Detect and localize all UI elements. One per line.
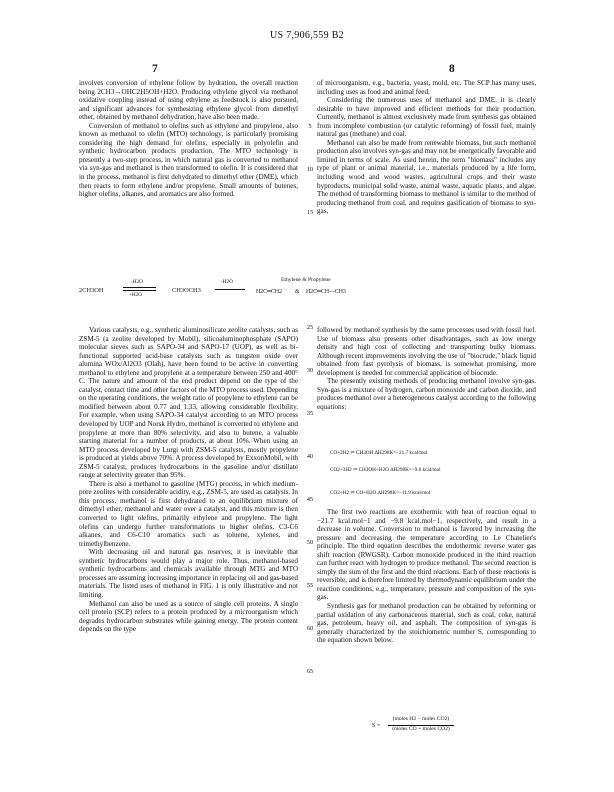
- scheme-reactant: 2CH3OH: [79, 287, 104, 294]
- page-number-left: 7: [152, 63, 158, 75]
- scheme-amp: &: [295, 289, 300, 295]
- line-number: 25: [306, 324, 314, 331]
- line-number: 5: [308, 123, 312, 130]
- formula-lhs: S =: [372, 723, 381, 729]
- paragraph: Considering the numerous uses of methanol and DME, it is clearly desirable to have improved and efficient methods for their production. Currently, methanol is almost exclusively made from synthesis gas obtained from incomplete combustion (or catalytic reforming) of fossil fuel, mainly natural gas (methane) and coal.: [317, 96, 536, 139]
- paragraph: Methanol can also be made from renewable biomass, but such methanol production also involves syn-gas and may not be energetically favorable and limited in terms of scale. As used herein, the term "biomass" includes any type of plant or animal material, i.e., materials produced by a life form, including wood and wood wastes, agricultural crops and their waste byproducts, municipal solid waste, animal waste, aquatic plants, and algae. The method of transforming biomass to methanol is similar to the method of producing methanol from coal, and requires gasification of biomass to syn-gas,: [317, 138, 536, 216]
- line-number: 45: [306, 496, 314, 503]
- line-number: 15: [306, 209, 314, 216]
- paragraph: Synthesis gas for methanol production can be obtained by reforming or partial oxidation of any carbonaceous material, such as coal, coke, natural gas, petroleum, heavy oil, and asphalt. The composition of syn-gas is generally characterized by the stoichiometric number S, corresponding to the equation shown below.: [317, 602, 536, 645]
- paragraph: With decreasing oil and natural gas reserves, it is inevitable that synthetic hydrocarbons would play a major role. Thus, methanol-based synthetic hydrocarbons and chemicals available through MTG and MTO processes are assuming increasing importance in replacing oil and gas-based materials. The listed uses of methanol in FIG. 1 is only illustrative and not limiting.: [79, 548, 298, 599]
- paragraph: Conversion of methanol to olefins such as ethylene and propylene, also known as methanol to olefin (MTO) technology, is particularly promising considering the high demand for olefins, especially in polyolefin and synthetic hydrocarbon products production. The MTO technology is presently a two-step process, in which natural gas is converted to methanol via syn-gas and methanol is then transformed to olefin. It is considered that in the process, methanol is first dehydrated to dimethyl ether (DME), which then reacts to form ethylene and/or propylene. Small amounts of butenes, higher olefins, alkanes, and aromatics are also formed.: [79, 121, 298, 199]
- equilibrium-arrow-forward: [123, 287, 156, 288]
- paragraph: The presently existing methods of producing methanol involve syn-gas. Syn-gas is a mixture of hydrogen, carbon monoxide and carbon dioxide, and produces methanol over a heterogeneous catalyst according to the following equations:: [317, 377, 536, 411]
- line-number: 50: [306, 539, 314, 546]
- equation-3: CO2+H2 ⇌ CO+H2O ΔH298K=−11.9 kcal/mol: [330, 490, 431, 496]
- line-number: 60: [306, 625, 314, 632]
- formula-denominator: (moles CO + moles CO2): [392, 726, 450, 732]
- page-number-right: 8: [449, 63, 455, 75]
- scheme-step1-top: -H2O: [131, 279, 143, 285]
- left-column-bottom: [79, 326, 298, 634]
- line-number: 35: [306, 410, 314, 417]
- scheme-intermediate: CH3OCH3: [172, 287, 201, 294]
- line-number: 10: [306, 166, 314, 173]
- line-number: 40: [306, 453, 314, 460]
- paragraph: Methanol can also be used as a source of single cell proteins. A single cell protein (SCP) refers to a protein produced by a microorganism which degrades hydrocarbon substrates while gaining energy. The protein content depends on the type: [79, 599, 298, 634]
- scheme-step1-bottom: +H2O: [129, 292, 143, 298]
- paragraph: The first two reactions are exothermic with heat of reaction equal to −21.7 kcal.mol−1 and −9.8 kcal.mol−1, respectively, and result in a decrease in volume. Conversion to methanol is favored by increasing the pressure and decreasing the temperature according to Le Chatelier's principle. The third equation describes the endothermic reverse water gas shift reaction (RWGSR). Carbon monoxide produced in the third reaction can further react with hydrogen to produce methanol. The second reaction is simply the sum of the first and the third reactions. Each of these reactions is reversible, and is therefore limited by thermodynamic equilibrium under the reaction conditions, e.g., temperature, pressure and composition of the syn-gas.: [317, 508, 536, 602]
- scheme-propylene: H2C═CH—CH3: [306, 289, 346, 295]
- paragraph: followed by methanol synthesis by the same processes used with fossil fuel. Use of biomass also presents other disadvantages, such as low energy density and high cost of collecting and transporting bulky biomass. Although recent improvements involving the use of "biocrude," black liquid obtained from fast pyrolysis of biomass, is somewhat promising, more development is needed for commercial application of biocrude.: [317, 326, 536, 377]
- right-column-top: [317, 79, 536, 216]
- right-column-bottom-a: [317, 326, 536, 411]
- scheme-ethylene: H2C═CH2: [256, 289, 283, 295]
- equilibrium-arrow-back: [123, 290, 156, 291]
- scheme-product-label: Ethylene & Propylene: [281, 277, 331, 283]
- right-column-bottom-b: [317, 508, 536, 645]
- line-number: 30: [306, 367, 314, 374]
- scheme-step2-top: -H2O: [221, 279, 233, 285]
- paragraph: Various catalysts, e.g., synthetic aluminosilicate zeolite catalysts, such as ZSM-5 (a zeolite developed by Mobil), silicoaluminophosphate (SAPO) molecular sieves such as SAPO-34 and SAPO-17 (UOP), as well as bi-functional supported acid-base catalysts such as tungsten oxide over alumina WOx/Al2O3 (Olah), have been found to be active in converting methanol to ethylene and propylene at a temperature between 250 and 400° C. The nature and amount of the end product depend on the type of the catalyst, contact time and other factors of the MTO process used. Depending on the operating conditions, the weight ratio of propylene to ethylene can be modified between about 0.77 and 1.33, allowing considerable flexibility. For example, when using SAPO-34 catalyst according to an MTO process developed by UOP and Norsk Hydro, methanol is converted to ethylene and propylene at more than 80% selectivity, and also to butene, a valuable starting material for a number of products, at about 10%. When using an MTO process developed by Lurgi with ZSM-5 catalysts, mostly propylene is produced at yields above 70%. A process developed by ExxonMobil, with ZSM-5 catalyst, produces hydrocarbons in the gasoline and/or distillate range at selectivity greater than 95%.: [79, 326, 298, 480]
- paragraph: There is also a methanol to gasoline (MTG) process, in which medium-pore zeolites with considerable acidity, e.g., ZSM-5, are used as catalysts. In this process, methanol is first dehydrated to an equilibrium mixture of dimethyl ether, methanol and water over a catalyst, and this mixture is then converted to light olefins, primarily ethylene and propylene. The light olefins can undergo further transformations to higher olefins, C3-C6 alkanes, and C6-C10 aromatics such as toluene, xylenes, and trimethylbenzene.: [79, 479, 298, 548]
- equation-2: CO2+3H2 ⇌ CH3OH+H2O ΔH298K=−9.8 kcal/mol: [330, 467, 441, 473]
- paragraph: of microorganism, e.g., bacteria, yeast, mold, etc. The SCP has many uses, including uses as food and animal feed.: [317, 79, 536, 96]
- reaction-arrow: [215, 289, 245, 290]
- line-number: 55: [306, 582, 314, 589]
- line-number: 65: [306, 668, 314, 675]
- formula-numerator: (moles H2 − moles CO2): [392, 716, 450, 722]
- left-column-top: [79, 79, 298, 199]
- equation-1: CO+2H2 ⇌ CH3OH ΔH298K=−21.7 kcal/mol: [330, 450, 428, 456]
- paragraph: involves conversion of ethylene follow by hydration, the overall reaction being 2CH3→OHC2H5OH+H2O. Producing ethylene glycol via methanol oxidative coupling instead of using ethylene as feedstock is also pursued, and significant advances for synthesizing ethylene glycol from dimethyl ether, obtained by methanol dehydration, have also been made.: [79, 79, 298, 122]
- patent-number: US 7,906,559 B2: [270, 30, 344, 41]
